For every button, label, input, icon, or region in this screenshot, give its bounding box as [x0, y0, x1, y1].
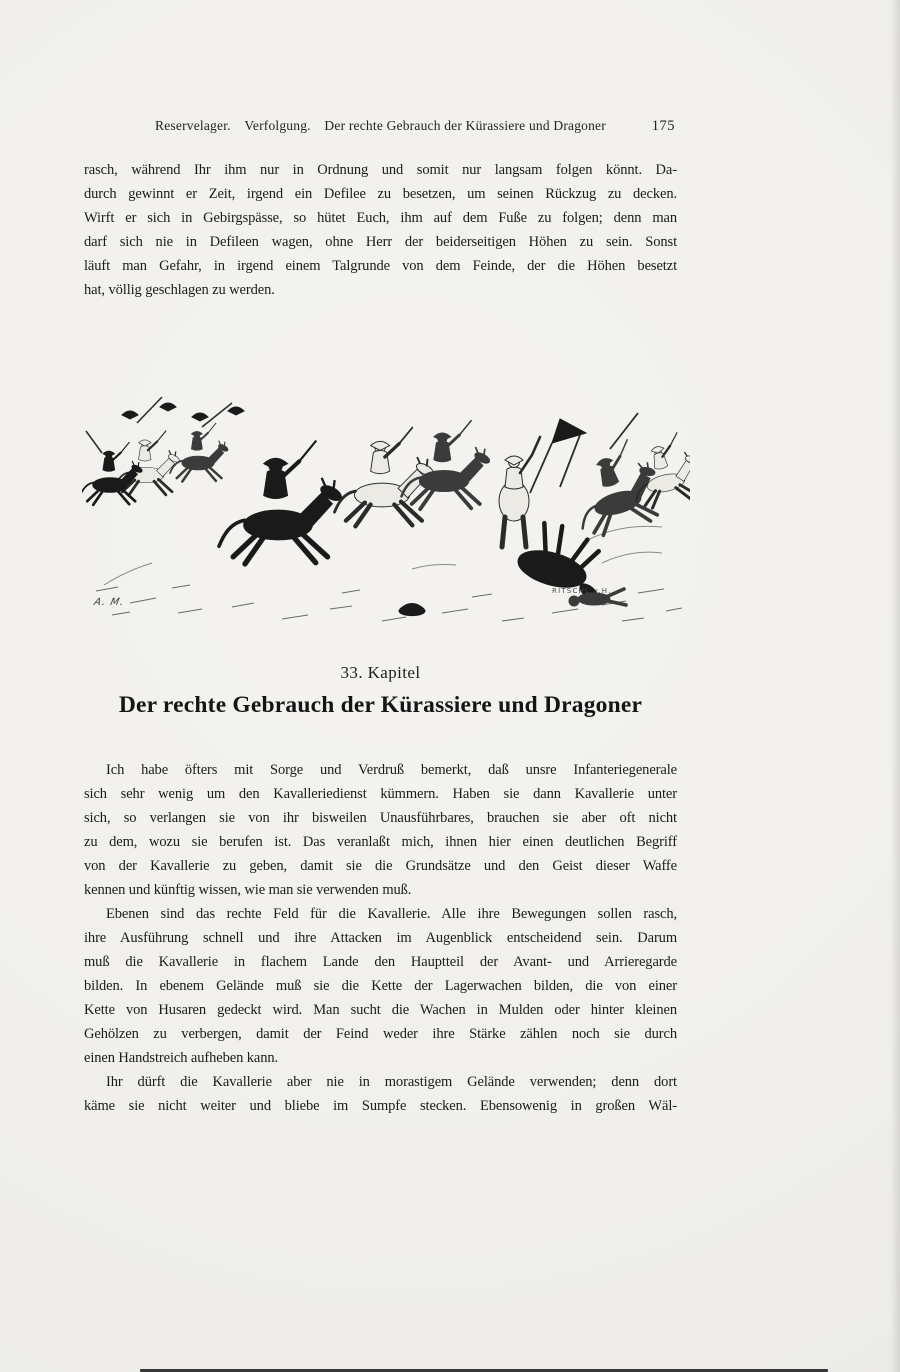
page-edge-shade — [890, 0, 900, 1372]
dark-horse-rider — [219, 441, 344, 564]
text-line: hat, völlig geschlagen zu werden. — [84, 282, 275, 298]
text-line: Ihr dürft die Kavallerie aber nie in morastigem Gelände verwenden; denn dort — [106, 1074, 677, 1090]
text-line: durch gewinnt er Zeit, irgend ein Defilee zu besetzen, um seinen Rückzug zu decken. — [84, 186, 677, 202]
cavalry-battle-illustration — [82, 383, 690, 628]
background-riders — [82, 397, 244, 505]
engraver-signature: RITSCHL v.H. — [552, 587, 612, 595]
page-number: 175 — [651, 118, 675, 134]
chapter-number: 33. Kapitel — [340, 663, 421, 682]
text-line: einen Handstreich aufheben kann. — [84, 1050, 279, 1066]
text-line: Kette von Husaren gedeckt wird. Man sucht die Wachen in Mulden oder hinter kleinen — [84, 1002, 677, 1018]
artist-monogram: A. M. — [92, 597, 126, 608]
text-line: Ebenen sind das rechte Feld für die Kavallerie. Alle ihre Bewegungen sollen rasch, — [106, 906, 677, 922]
running-head — [84, 118, 677, 138]
text-line: läuft man Gefahr, in irgend einem Talgrunde von dem Feinde, der die Höhen besetzt — [84, 258, 677, 274]
text-line: sich sehr wenig um den Kavalleriedienst kümmern. Haben sie dann Kavallerie unter — [84, 786, 677, 802]
text-line: kennen und künftig wissen, wie man sie verwenden muß. — [84, 882, 412, 898]
text-line: bilden. In ebenem Gelände muß sie die Kette der Lagerwachen bilden, die von einer — [84, 978, 677, 994]
text-line: rasch, während Ihr ihm nur in Ordnung und somit nur langsam folgen könnt. Da- — [84, 162, 677, 178]
text-line: darf sich nie in Defileen wagen, ohne Herr der beiderseitigen Höhen zu sein. Sonst — [84, 234, 677, 250]
text-line: Ich habe öfters mit Sorge und Verdruß bemerkt, daß unsre Infanteriegenerale — [106, 762, 677, 778]
text-line: von der Kavallerie zu geben, damit sie die Grundsätze und den Geist dieser Waffe — [84, 858, 677, 874]
mid-horse-rider — [402, 421, 492, 509]
intro-paragraph — [84, 158, 677, 302]
chapter-title: Der rechte Gebrauch der Kürassiere und Dragoner — [118, 692, 643, 718]
text-line: Wirft er sich in Gebirgspässe, so hütet Euch, ihm auf dem Fuße zu folgen; denn man — [84, 210, 677, 226]
running-title: Reservelager. Verfolgung. Der rechte Gebrauch der Kürassiere und Dragoner — [155, 118, 606, 133]
text-line: Gehölzen zu verbergen, damit der Feind weder ihre Stärke zählen noch sie durch — [84, 1026, 677, 1042]
text-line: sich, so verlangen sie von ihr bisweilen Unausführbares, brauchen sie aber oft nicht — [84, 810, 677, 826]
fallen-hat — [399, 604, 425, 616]
chapter-body — [84, 758, 677, 1118]
text-line: käme sie nicht weiter und bliebe im Sumpfe stecken. Ebensowenig in großen Wäl- — [84, 1098, 677, 1114]
text-line: muß die Kavallerie in flachem Lande den Hauptteil der Avant- und Arrieregarde — [84, 954, 677, 970]
text-line: zu dem, wozu sie berufen ist. Das veranlaßt mich, ihnen hier einen deutlichen Begriff — [84, 834, 677, 850]
rear-view-rider — [499, 437, 540, 547]
text-line: ihre Ausführung schnell und ihre Attacken im Augenblick entscheidend sein. Darum — [84, 930, 677, 946]
